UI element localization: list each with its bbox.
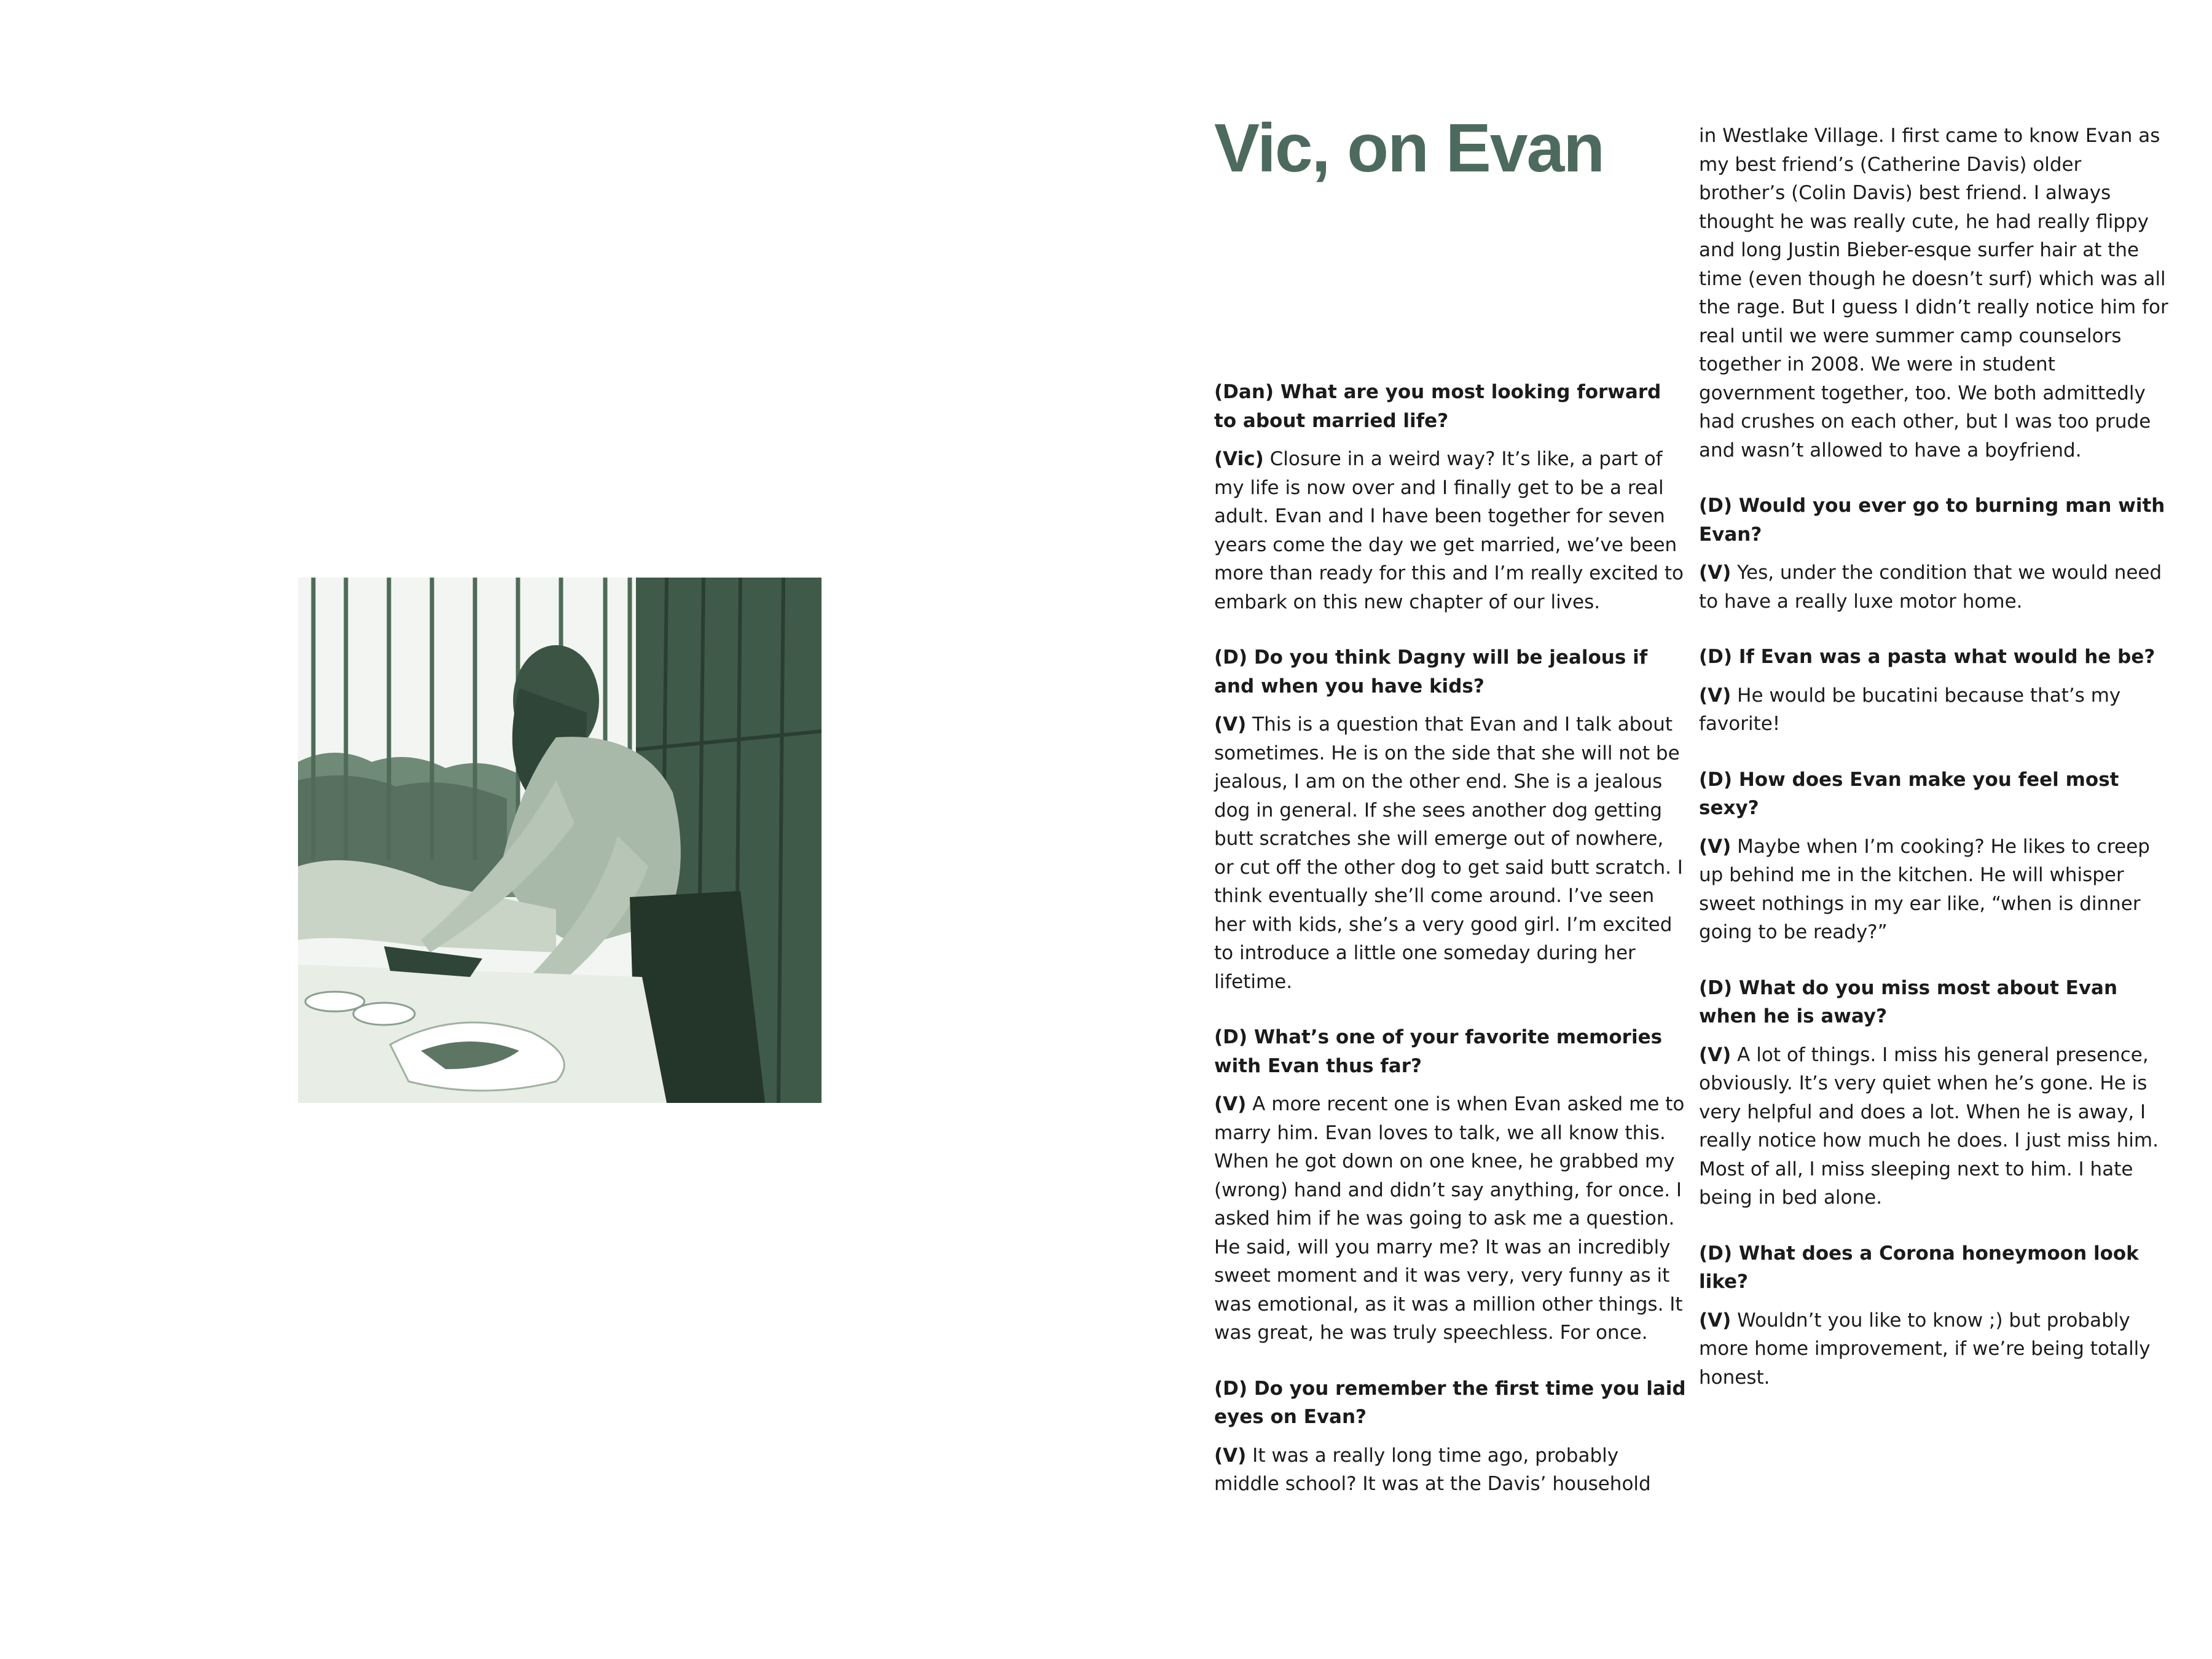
speaker-label: (V) bbox=[1699, 835, 1732, 858]
speaker-label: (V) bbox=[1699, 684, 1732, 707]
question-7: (D) How does Evan make you feel most sexy? bbox=[1699, 768, 2119, 819]
question-2: (D) Do you think Dagny will be jealous if and when you have kids? bbox=[1214, 646, 1648, 697]
speaker-label: (V) bbox=[1214, 1093, 1247, 1115]
question-3: (D) What’s one of your favorite memories with Evan thus far? bbox=[1214, 1026, 1663, 1077]
answer-5 bbox=[1699, 559, 2172, 616]
answer-4-continued: in Westlake Village. I first came to know Evan as my best friend’s (Catherine Davis) older brother’s (Colin Davis) best friend. I always thought he was really cute, he had really flippy and long Justin Bieber-esque surfer hair at the time (even though he doesn’t surf) which was all the rage. But I guess I didn’t really notice him for real until we were summer camp counselors together in 2008. We were in student government together, too. We both admittedly had crushes on each other, but I was too prude and wasn’t allowed to have a boyfriend. bbox=[1699, 125, 2168, 461]
interview-column-right bbox=[1699, 122, 2172, 1419]
answer-text: A more recent one is when Evan asked me to marry him. Evan loves to talk, we all know this. When he got down on one knee, he grabbed my (wrong) hand and didn’t say anything, for once. I asked him if he was going to ask me a question. He said, will you marry me? It was an incredibly sweet moment and it was very, very funny as it was emotional, as it was a million other things. It was great, he was truly speechless. For once. bbox=[1214, 1093, 1685, 1344]
speaker-label: (V) bbox=[1699, 1043, 1732, 1066]
answer-4 bbox=[1214, 1441, 1687, 1499]
answer-3 bbox=[1214, 1090, 1687, 1347]
answer-1 bbox=[1214, 445, 1687, 616]
answer-text: Maybe when I’m cooking? He likes to creep up behind me in the kitchen. He will whisper sweet nothings in my ear like, “when is dinner going to be ready?” bbox=[1699, 835, 2150, 943]
interview-column-left bbox=[1214, 378, 1687, 1526]
speaker-label: (V) bbox=[1214, 713, 1247, 735]
answer-text: It was a really long time ago, probably middle school? It was at the Davis’ household bbox=[1214, 1444, 1651, 1495]
answer-8 bbox=[1699, 1041, 2172, 1212]
answer-text: Yes, under the condition that we would need to have a really luxe motor home. bbox=[1699, 562, 2162, 613]
article-title: Vic, on Evan bbox=[1214, 110, 1604, 186]
speaker-label: (V) bbox=[1214, 1444, 1247, 1467]
answer-6 bbox=[1699, 681, 2172, 739]
answer-text: Closure in a weird way? It’s like, a part of my life is now over and I finally get to be a real adult. Evan and I have been together for seven years come the day we get married, we’ve been more than ready for this and I’m really excited to embark on this new chapter of our lives. bbox=[1214, 448, 1684, 613]
question-4: (D) Do you remember the first time you laid eyes on Evan? bbox=[1214, 1377, 1686, 1428]
question-6: (D) If Evan was a pasta what would he be? bbox=[1699, 646, 2155, 668]
answer-text: Wouldn’t you like to know ;) but probably more home improvement, if we’re being totally honest. bbox=[1699, 1309, 2151, 1389]
answer-text: This is a question that Evan and I talk about sometimes. He is on the side that she will not be jealous, I am on the other end. She is a jealous dog in general. If she sees another dog getting butt scratches she will emerge out of nowhere, or cut off the other dog to get said butt scratch. I think eventually she’ll come around. I’ve seen her with kids, she’s a very good girl. I’m excited to introduce a little one someday during her lifetime. bbox=[1214, 713, 1683, 993]
speaker-label: (V) bbox=[1699, 1309, 1732, 1332]
answer-9 bbox=[1699, 1306, 2172, 1392]
question-9: (D) What does a Corona honeymoon look like? bbox=[1699, 1242, 2139, 1293]
speaker-label: (Vic) bbox=[1214, 448, 1264, 470]
photo-illustration bbox=[298, 578, 822, 1103]
photo-evan-on-deck bbox=[298, 578, 822, 1103]
answer-7 bbox=[1699, 833, 2172, 947]
answer-2 bbox=[1214, 710, 1687, 996]
question-5: (D) Would you ever go to burning man with Evan? bbox=[1699, 495, 2165, 546]
question-1: (Dan) What are you most looking forward to about married life? bbox=[1214, 381, 1661, 432]
answer-text: He would be bucatini because that’s my favorite! bbox=[1699, 684, 2121, 735]
question-8: (D) What do you miss most about Evan when he is away? bbox=[1699, 976, 2118, 1027]
answer-text: A lot of things. I miss his general presence, obviously. It’s very quiet when he’s gone. He is very helpful and does a lot. When he is away, I really notice how much he does. I just miss him. Most of all, I miss sleeping next to him. I hate being in bed alone. bbox=[1699, 1043, 2159, 1209]
speaker-label: (V) bbox=[1699, 562, 1732, 584]
